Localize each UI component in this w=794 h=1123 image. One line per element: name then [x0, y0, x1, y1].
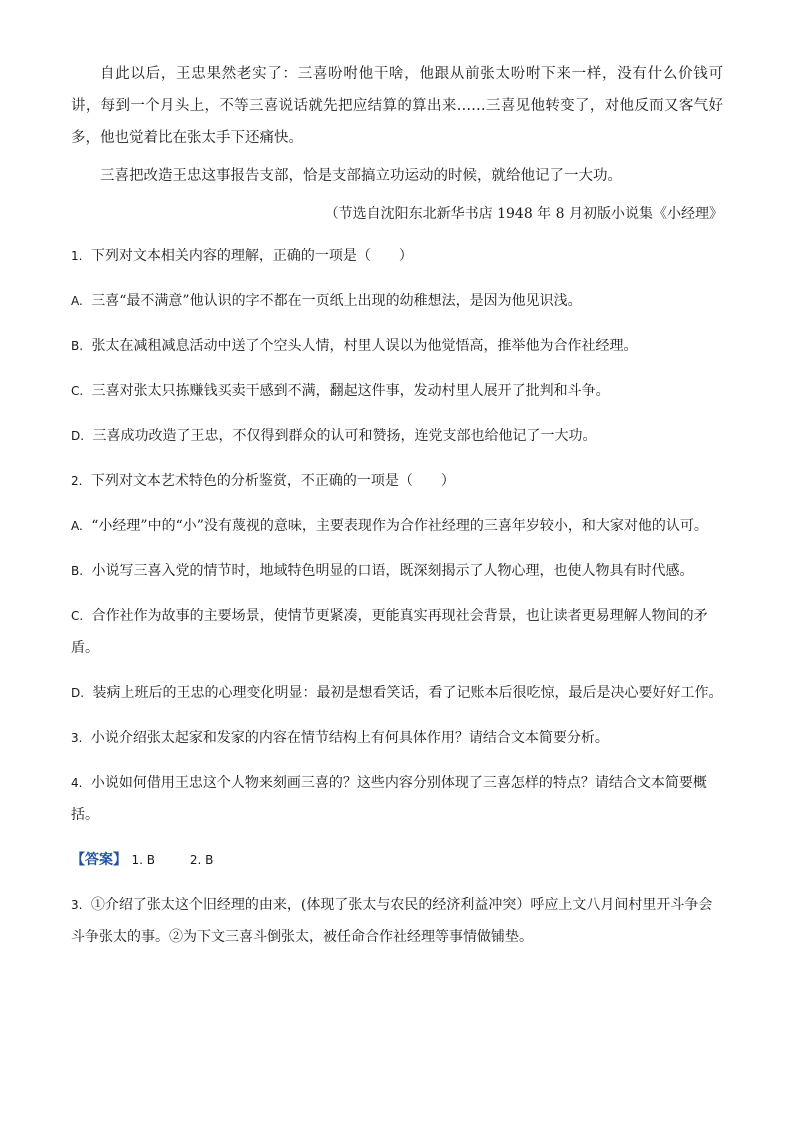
answer-1: 1. B: [131, 853, 155, 867]
question-2-option-a: [71, 510, 723, 542]
option-text: 合作社作为故事的主要场景，使情节更紧凑，更能真实再现社会背景，也让读者更易理解人物间的矛盾。: [71, 608, 708, 656]
option-label: B.: [71, 564, 84, 578]
question-stem: 下列对文本相关内容的理解，正确的一项是（ ）: [90, 248, 413, 264]
option-text: 三喜成功改造了王忠，不仅得到群众的认可和赞扬，连党支部也给他记了一大功。: [92, 428, 597, 444]
question-2-option-b: [71, 555, 723, 587]
story-paragraph-1: 自此以后，王忠果然老实了：三喜吩咐他干啥，他跟从前张太吩咐下来一样，没有什么价钱可讲，每到一个月头上，不等三喜说话就先把应结算的算出来……三喜见他转变了，对他反而又客气好多，他也觉着比在张太手下还痛快。: [71, 66, 723, 146]
question-1-option-b: [71, 330, 723, 362]
question-stem: 下列对文本艺术特色的分析鉴赏，不正确的一项是（ ）: [90, 473, 455, 489]
document-page: [71, 58, 723, 966]
question-number: 3.: [71, 731, 83, 745]
answer-3: [71, 889, 723, 953]
question-1-option-c: [71, 375, 723, 407]
question-2-option-d: [71, 677, 723, 709]
answer-tag: 【答案】: [71, 852, 127, 868]
option-label: B.: [71, 339, 84, 353]
option-label: D.: [71, 686, 85, 700]
question-number: 2.: [71, 474, 83, 488]
question-1-option-a: [71, 285, 723, 317]
option-text: 装病上班后的王忠的心理变化明显：最初是想看笑话，看了记账本后很吃惊，最后是决心要好好工作。: [92, 685, 723, 701]
question-stem: 小说介绍张太起家和发家的内容在情节结构上有何具体作用？请结合文本简要分析。: [90, 730, 609, 746]
option-text: 小说写三喜入党的情节时，地域特色明显的口语，既深刻揭示了人物心理，也使人物具有时代感。: [91, 563, 694, 579]
question-stem: 小说如何借用王忠这个人物来刻画三喜的？这些内容分别体现了三喜怎样的特点？请结合文本简要概括。: [71, 775, 707, 823]
option-label: C.: [71, 609, 84, 623]
option-text: 三喜对张太只拣赚钱买卖干感到不满，翻起这件事，发动村里人展开了批判和斗争。: [91, 383, 610, 399]
question-2: [71, 465, 723, 497]
answer-line: [71, 844, 723, 876]
option-label: D.: [71, 429, 85, 443]
question-1-option-d: [71, 420, 723, 452]
question-number: 4.: [71, 776, 83, 790]
question-number: 1.: [71, 249, 83, 263]
option-text: 张太在减租减息活动中送了个空头人情，村里人误以为他觉悟高，推举他为合作社经理。: [91, 338, 638, 354]
option-label: A.: [71, 294, 83, 308]
story-paragraph-2: 三喜把改造王忠这事报告支部，恰是支部搞立功运动的时候，就给他记了一大功。: [100, 168, 622, 184]
answer-3-text: ①介绍了张太这个旧经理的由来，(体现了张太与农民的经济利益冲突）呼应上文八月间村里开斗争会斗争张太的事。②为下文三喜斗倒张太，被任命合作社经理等事情做铺垫。: [71, 897, 713, 945]
source-citation: （节选自沈阳东北新华书店 1948 年 8 月初版小说集《小经理》: [324, 206, 723, 222]
answer-3-number: 3.: [71, 898, 83, 912]
question-2-option-c: [71, 600, 723, 664]
option-text: “小经理”中的“小”没有蔑视的意味，主要表现作为合作社经理的三喜年岁较小，和大家对他的认可。: [91, 518, 708, 534]
option-label: A.: [71, 519, 83, 533]
answer-2: 2. B: [189, 853, 214, 867]
question-4: [71, 767, 723, 831]
question-3: [71, 722, 723, 754]
option-label: C.: [71, 384, 84, 398]
option-text: 三喜“最不满意”他认识的字不都在一页纸上出现的幼稚想法，是因为他见识浅。: [91, 293, 582, 309]
question-1: [71, 240, 723, 272]
